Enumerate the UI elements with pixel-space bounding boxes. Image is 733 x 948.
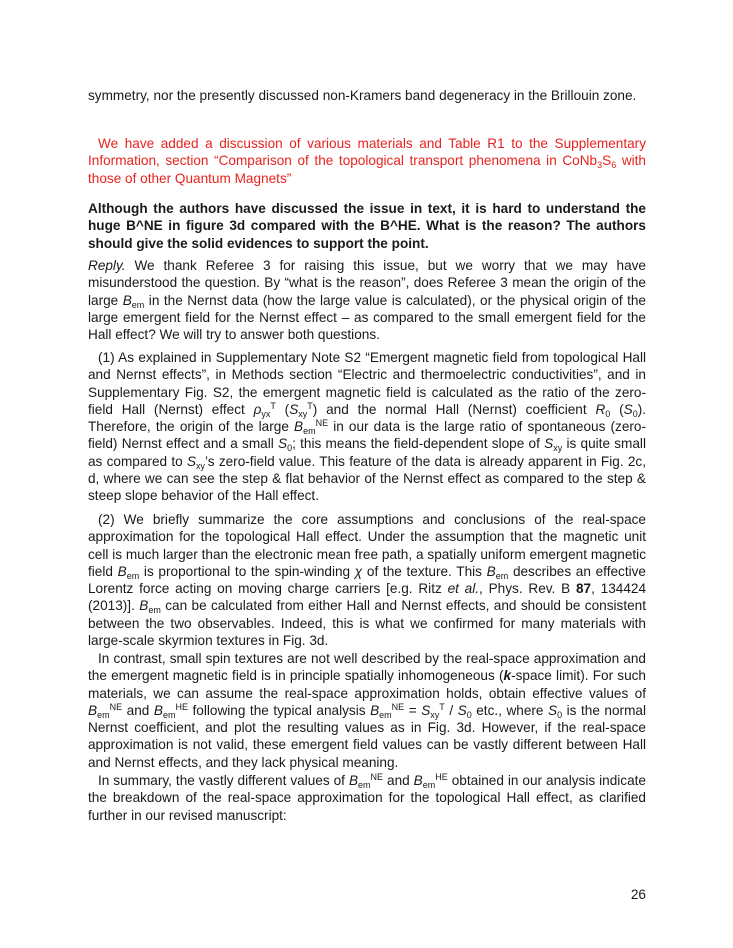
paragraph-point-2: (2) We briefly summarize the core assumptions and conclusions of the real-space approximation for the topological Hall effect. Under the assumption that the magnetic unit cell is much larger than the electronic mean free path, a spatially uniform emergent magnetic field $B_{em}$ is proportional to the spin-winding χ of the texture. This $B_{em}$ describes an effective Lorentz force acting on moving charge carriers [e.g. Ritz et al., Phys. Rev. B 87, 134424 (2013)]. $B_{em}$ can be calculated from either Hall and Nernst effects, and should be consistent between the two observables. Indeed, this is what we confirmed for many materials with large-scale skyrmion textures in Fig. 3d. [88, 512, 647, 649]
paragraph-symmetry: symmetry, nor the presently discussed non-Kramers band degeneracy in the Brillouin zone. [88, 88, 637, 103]
paragraph-reply: Reply. We thank Referee 3 for raising this issue, but we worry that we may have misunderstood the question. By “what is the reason”, does Referee 3 mean the origin of the large $B_{em}$ in the Nernst data (how the large value is calculated), or the physical origin of the large emergent field for the Nernst effect – as compared to the small emergent field for the Hall effect? We will try to answer both questions. [88, 258, 646, 343]
paragraph-point-1: (1) As explained in Supplementary Note S2 “Emergent magnetic field from topological Hall and Nernst effects”, in Methods section “Electric and thermoelectric conductivities”, and in Supplementary Fig. S2, the emergent magnetic field is calculated as the ratio of the zero-field Hall (Nernst) effect $\rho_{yx}^T$ $(S_{xy}^T)$ and the normal Hall (Nernst) coefficient $R_0$ $(S_0)$. Therefore, the origin of the large $B_{em}^{NE}$ in our data is the large ratio of spontaneous (zero-field) Nernst effect and a small $S_0$; this means the field-dependent slope of $S_{xy}$ is quite small as compared to $S_{xy}’s$ zero-field value. This feature of the data is already apparent in Fig. 2c, d, where we can see the step & flat behavior of the Nernst effect as compared to the step & steep slope behavior of the Hall effect. [88, 350, 647, 504]
paragraph-summary: In summary, the vastly different values of $B_{em}^{NE}$ and $B_{em}^{HE}$ obtained in our analysis indicate the breakdown of the real-space approximation for the topological Hall effect, as clarified further in our revised manuscript: [88, 772, 646, 823]
paragraph-added-discussion: We have added a discussion of various materials and Table R1 to the Supplementary Information, section “Comparison of the topological transport phenomena in $CoNb_3S_6$ with those of other Quantum Magnets” [88, 136, 646, 186]
page-number: 26 [630, 887, 646, 902]
referee-question: Although the authors have discussed the issue in text, it is hard to understand the huge B^NE in figure 3d compared with the B^HE. What is the reason? The authors should give the solid evidences to support the point. [88, 201, 646, 251]
paragraph-contrast: In contrast, small spin textures are not well described by the real-space approximation and the emergent magnetic field is in principle spatially inhomogeneous (k-space limit). For such materials, we can assume the real-space approximation holds, obtain effective values of $B_{em}^{NE}$ and $B_{em}^{HE}$ following the typical analysis $B_{em}^{NE} = S_{xy}^T / S_0$ etc., where $S_0$ is the normal Nernst coefficient, and plot the resulting values as in Fig. 3d. However, if the real-space approximation is not valid, these emergent field values can be vastly different between Hall and Nernst effects, and they lack physical meaning. [88, 651, 646, 770]
